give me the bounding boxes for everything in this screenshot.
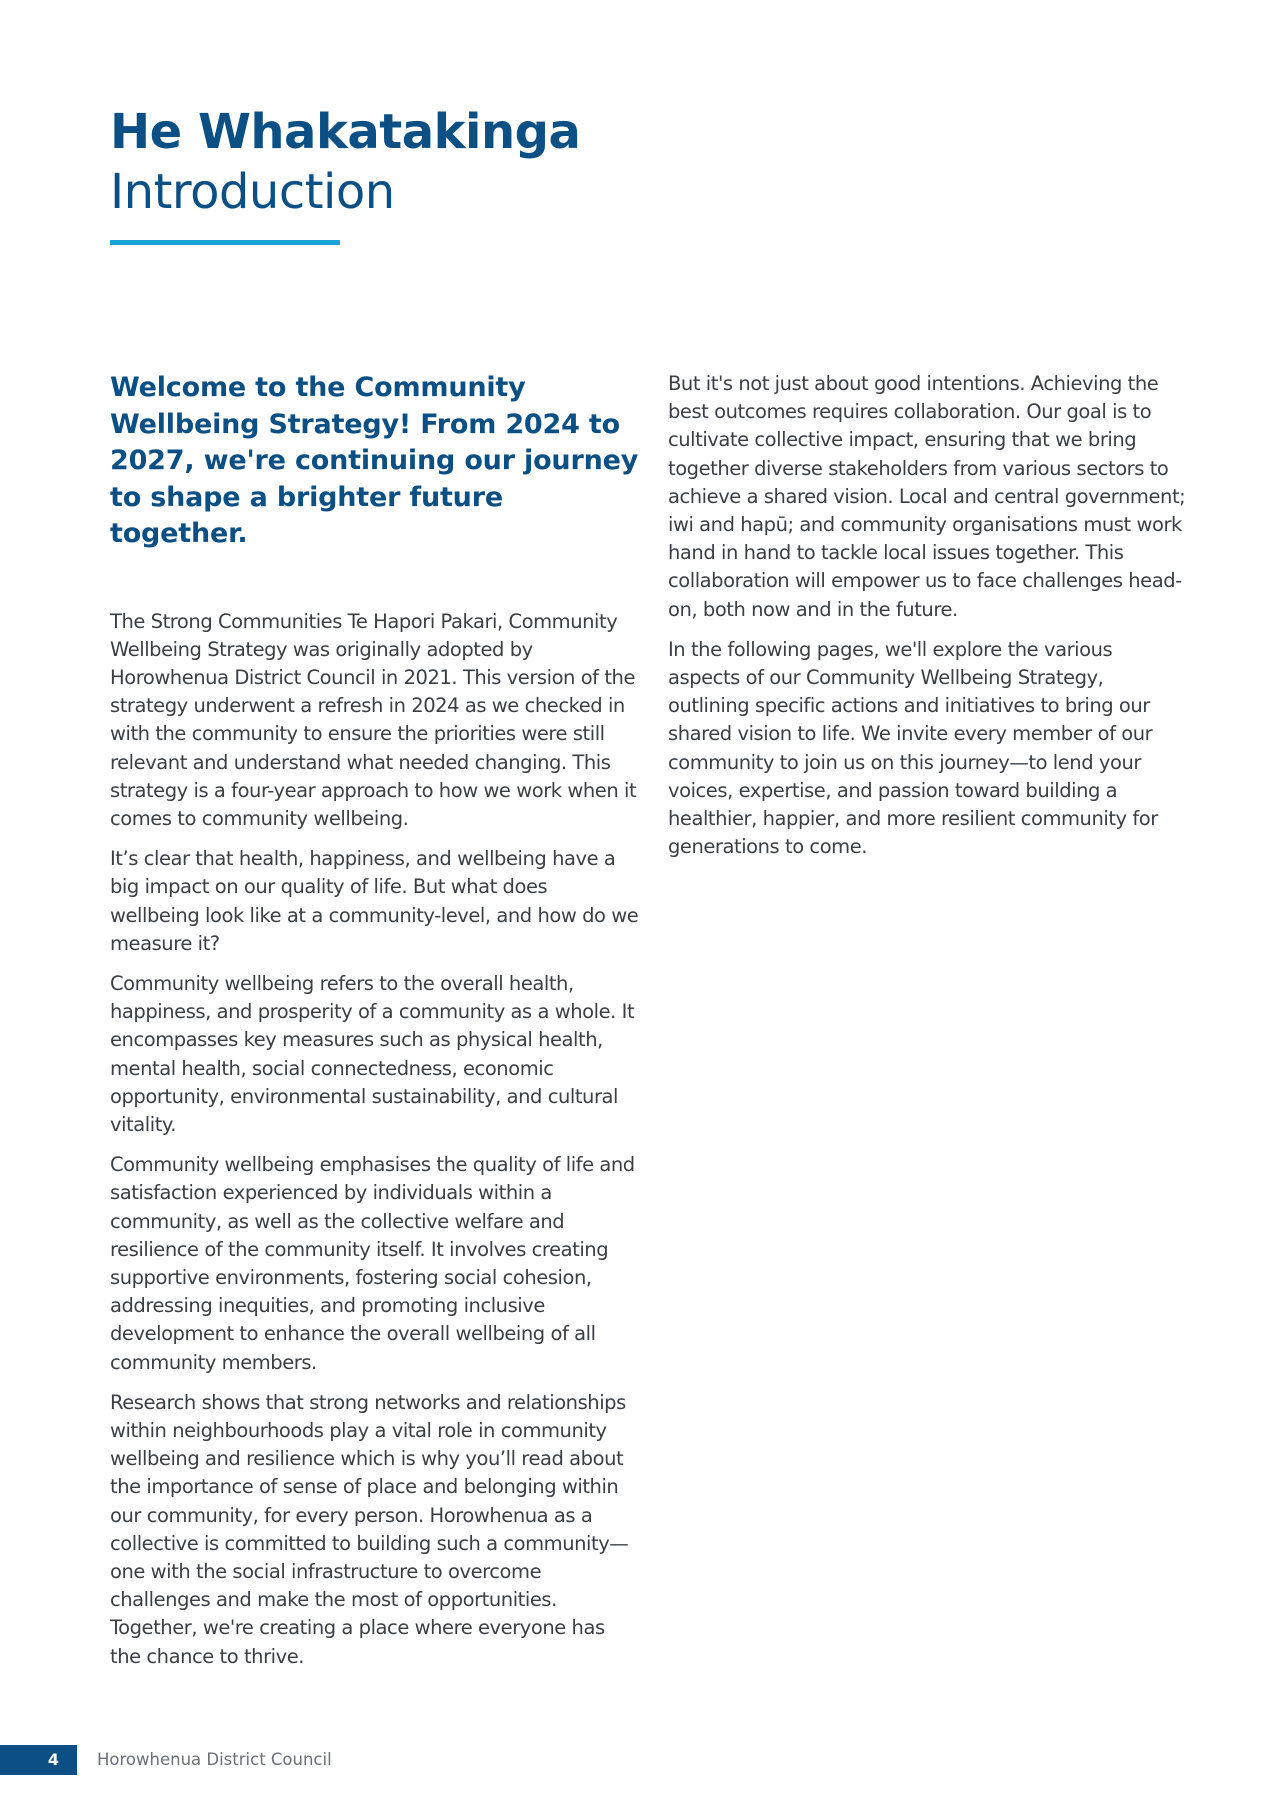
body-paragraph: Community wellbeing emphasises the quality of life and satisfaction experienced by individuals within a community, as well as the collective welfare and resilience of the community itself. It involves creating supportive environments, fostering social cohesion, addressing inequities, and promoting inclusive development to enhance the overall wellbeing of all community members. [110,1153,635,1374]
body-paragraph: It’s clear that health, happiness, and wellbeing have a big impact on our quality of life. But what does wellbeing look like at a community-level, and how do we measure it? [110,847,639,955]
title-english: Introduction [110,164,395,220]
right-column [668,370,1188,873]
body-paragraph: But it's not just about good intentions. Achieving the best outcomes requires collaboration. Our goal is to cultivate collective impact, ensuring that we bring together diverse stakeholders from various sectors to achieve a shared vision. Local and central government; iwi and hapū; and community organisations must work hand in hand to tackle local issues together. This collaboration will empower us to face challenges head-on, both now and in the future. [668,372,1186,621]
body-paragraph: The Strong Communities Te Hapori Pakari, Community Wellbeing Strategy was originally adopted by Horowhenua District Council in 2021. This version of the strategy underwent a refresh in 2024 as we checked in with the community to ensure the priorities were still relevant and understand what needed changing. This strategy is a four-year approach to how we work when it comes to community wellbeing. [110,609,637,830]
footer-organisation: Horowhenua District Council [97,1750,332,1769]
body-paragraph: Community wellbeing refers to the overall health, happiness, and prosperity of a community as a whole. It encompasses key measures such as physical health, mental health, social connectedness, economic opportunity, environmental sustainability, and cultural vitality. [110,971,635,1136]
page-heading [110,102,810,222]
left-column [110,370,640,1683]
body-paragraph: In the following pages, we'll explore the various aspects of our Community Wellbeing Strategy, outlining specific actions and initiatives to bring our shared vision to life. We invite every member of our community to join us on this journey—to lend your voices, expertise, and passion toward building a healthier, happier, and more resilient community for generations to come. [668,637,1158,859]
lead-paragraph: Welcome to the Community Wellbeing Strategy! From 2024 to 2027, we're continuing our journey to shape a brighter future together. [110,372,639,549]
title-underline-rule [110,240,340,245]
page-number: 4 [0,1745,77,1775]
title-maori: He Whakatakinga [110,104,581,160]
body-paragraph: Research shows that strong networks and relationships within neighbourhoods play a vital role in community wellbeing and resilience which is why you’ll read about the importance of sense of place and belonging within our community, for every person. Horowhenua as a collective is committed to building such a community—one with the social infrastructure to overcome challenges and make the most of opportunities. Together, we're creating a place where everyone has the chance to thrive. [110,1390,629,1668]
